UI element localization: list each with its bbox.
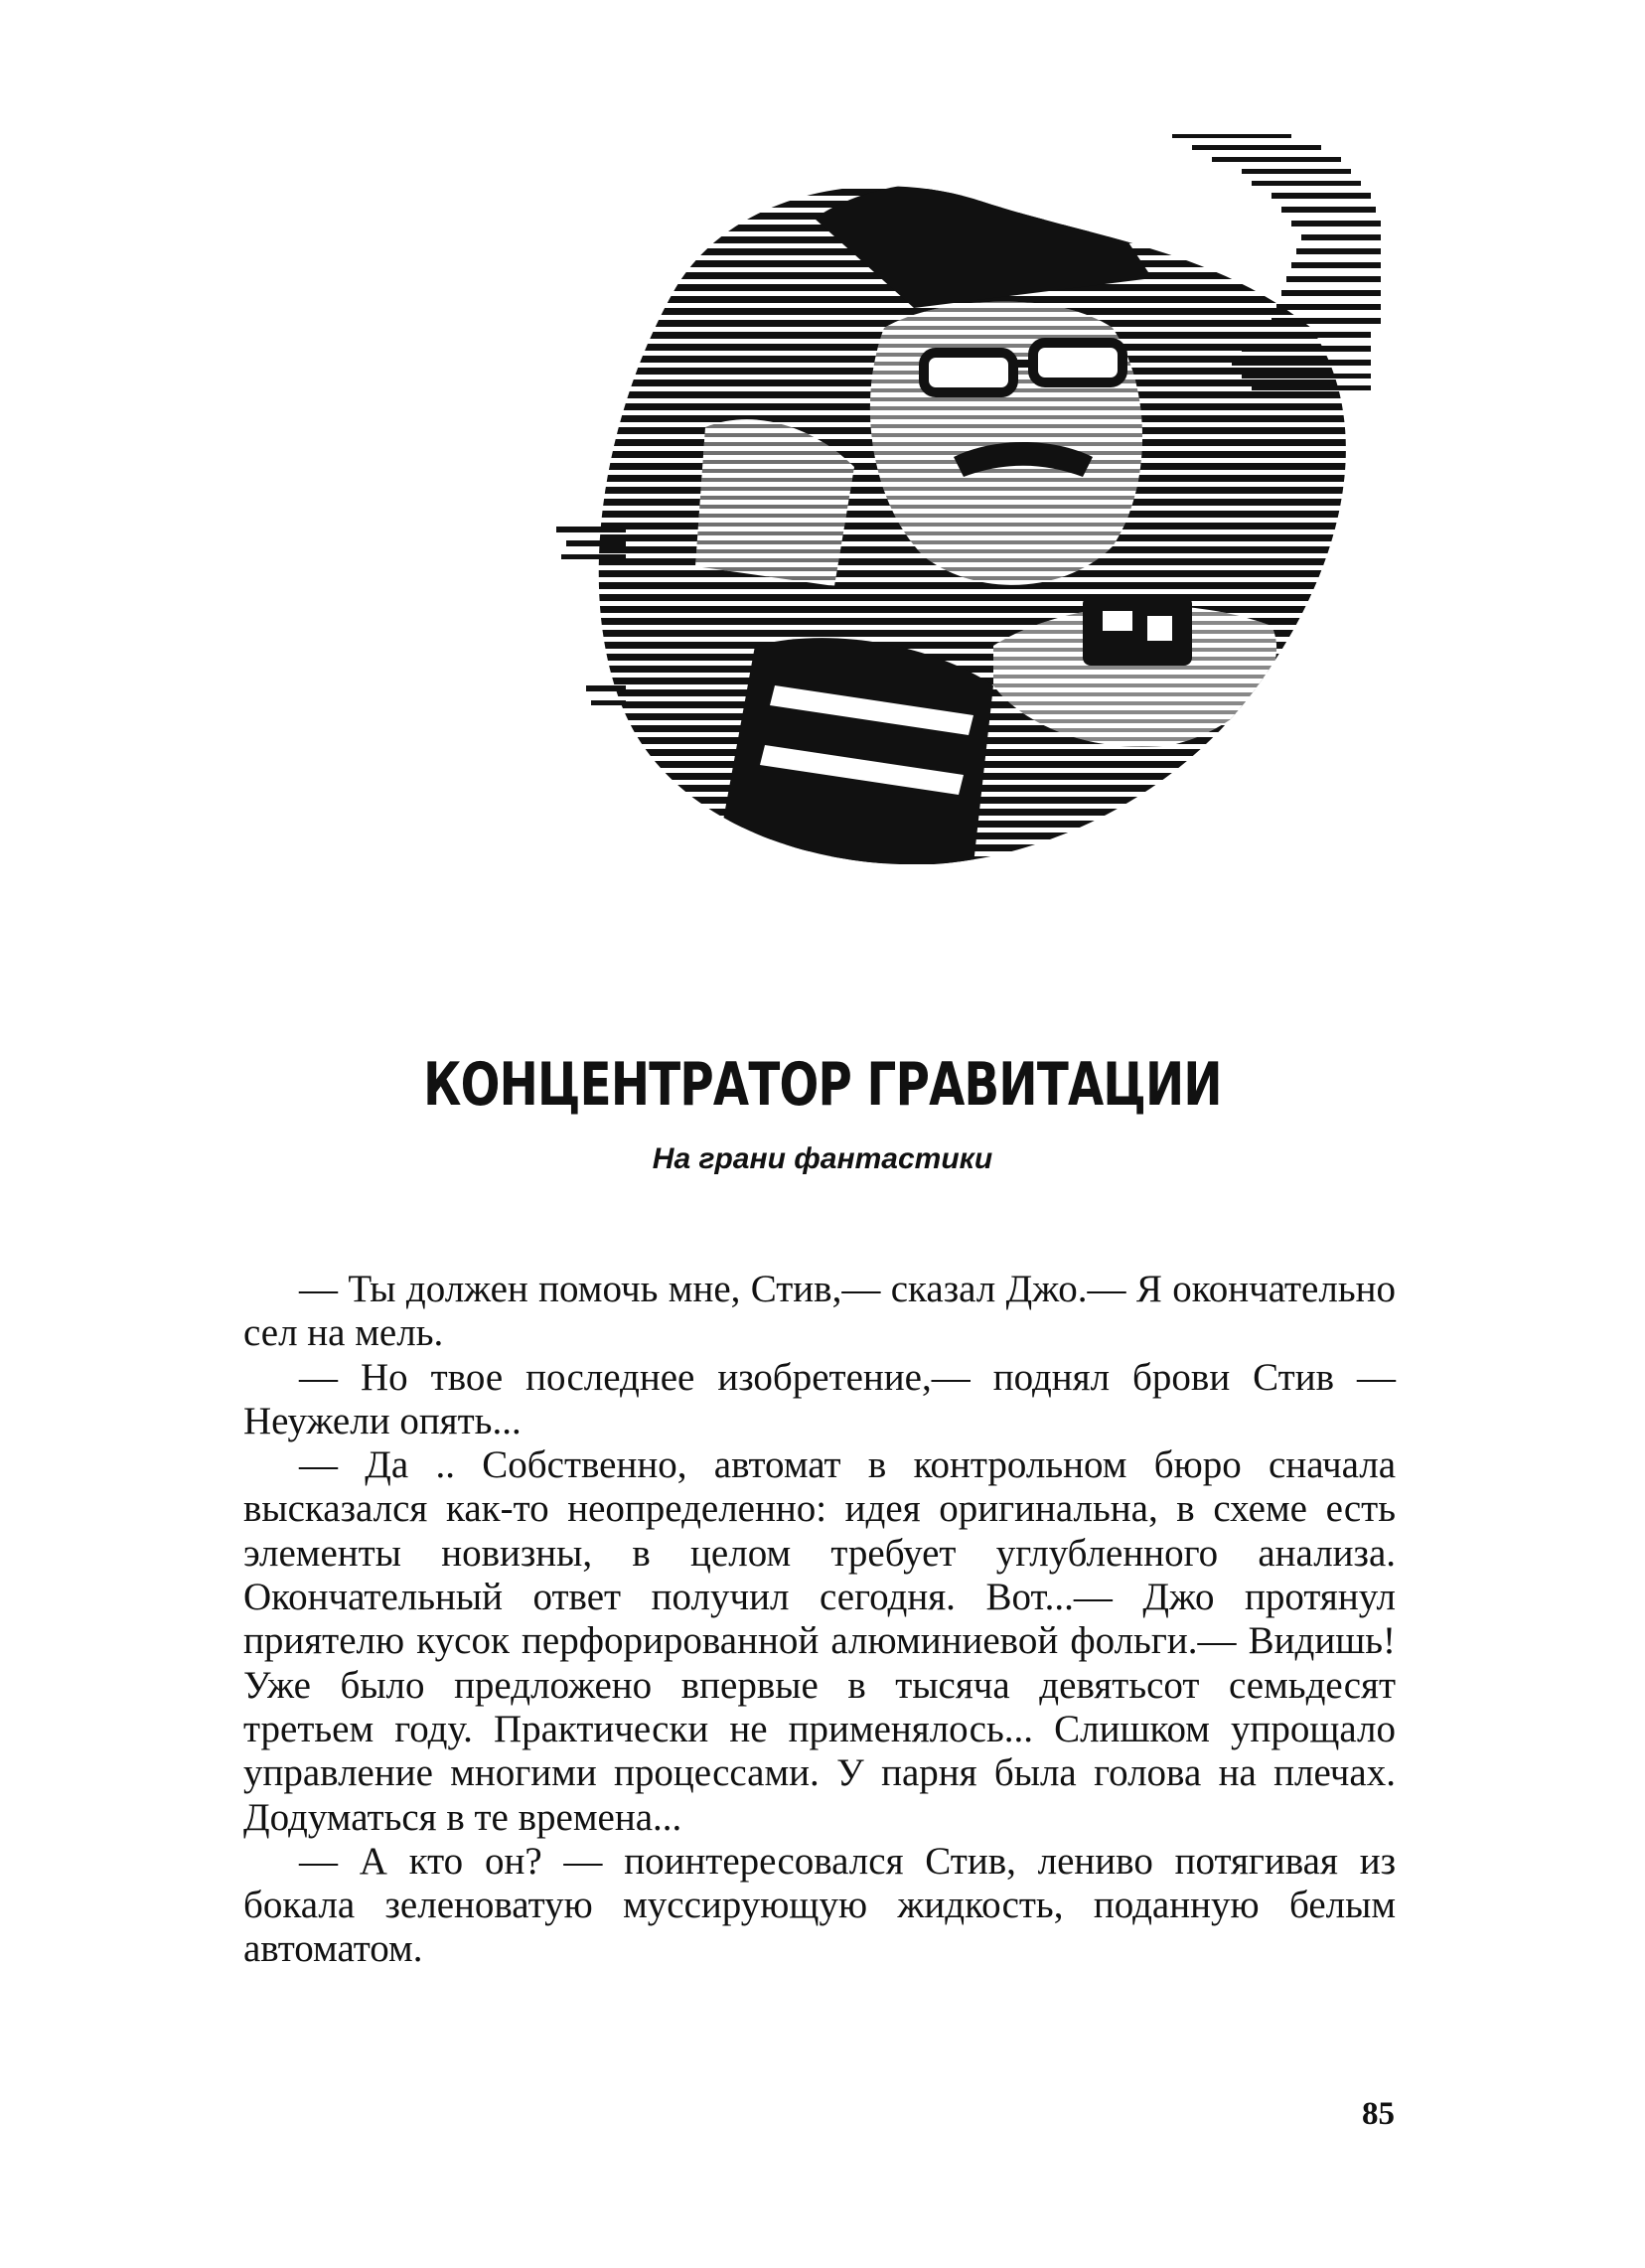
- page-title: КОНЦЕНТРАТОР ГРАВИТАЦИИ: [423, 1050, 1222, 1120]
- story-text: [243, 1268, 1396, 1972]
- page-subtitle: На грани фантастики: [652, 1142, 993, 1175]
- paragraph: — Но твое последнее изобретение,— поднял брови Стив — Неужели опять...: [243, 1355, 1396, 1442]
- page-number: 85: [1362, 2096, 1395, 2132]
- engraving-man-with-glasses-icon: [556, 129, 1411, 884]
- paragraph: — А кто он? — поинтересовался Стив, лениво потягивая из бокала зеленоватую муссирующую жидкость, поданную белым автоматом.: [243, 1839, 1396, 1971]
- paragraph: — Ты должен помочь мне, Стив,— сказал Джо.— Я окончательно сел на мель.: [243, 1268, 1396, 1355]
- paragraph: — Да .. Собственно, автомат в контрольном бюро сначала высказался как-то неопределенно: идея оригинальна, в схеме есть элементы новизны, в целом требует углубленного анализа. Окончательный ответ получил сегодня. Вот...— Джо протянул приятелю кусок перфорированной алюминиевой фольги.— Видишь! Уже было предложено впервые в тысяча девятьсот семьдесят третьем году. Практически не применялось... Слишком упрощало управление многими процессами. У парня была голова на плечах. Додуматься в те времена...: [243, 1443, 1396, 1839]
